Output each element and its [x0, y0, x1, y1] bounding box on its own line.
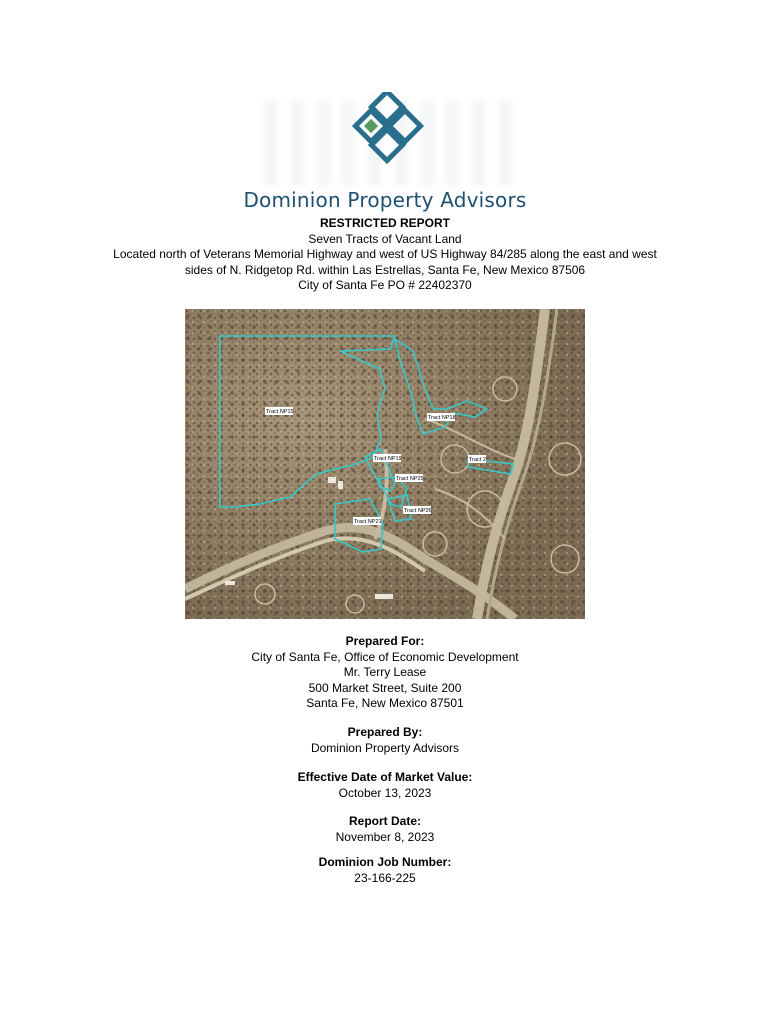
job-number-section [0, 855, 770, 886]
report-date-section [0, 814, 770, 845]
prepared-for-contact: Mr. Terry Lease [343, 665, 427, 679]
location-line-1: Located north of Veterans Memorial Highway and west of US Highway 84/285 along the east and west [113, 247, 657, 261]
tract-label: Tract NP18 [428, 415, 456, 421]
prepared-for-heading: Prepared For: [345, 634, 425, 648]
tract-label: Tract NP15 [266, 409, 294, 415]
report-subject: Seven Tracts of Vacant Land [308, 231, 462, 246]
tract-label: Tract NP21 [354, 519, 382, 525]
company-logo [0, 88, 770, 216]
report-type: RESTRICTED REPORT [319, 216, 450, 230]
prepared-by-heading: Prepared By: [347, 725, 423, 739]
tract-label: Tract 2 [469, 457, 486, 463]
prepared-for-street: 500 Market Street, Suite 200 [308, 680, 462, 695]
prepared-for-org: City of Santa Fe, Office of Economic Development [251, 649, 519, 664]
job-number-heading: Dominion Job Number: [318, 855, 452, 869]
brand-name: Dominion Property Advisors [243, 188, 527, 212]
location-line-2: sides of N. Ridgetop Rd. within Las Estrellas, Santa Fe, New Mexico 87506 [184, 262, 586, 277]
tract-label: Tract NP19 [374, 456, 402, 462]
prepared-for-city: Santa Fe, New Mexico 87501 [306, 696, 464, 710]
aerial-map [185, 309, 585, 619]
diamond-lattice-logo-icon [344, 92, 432, 180]
aerial-map-image [185, 309, 585, 619]
prepared-by-name: Dominion Property Advisors [310, 740, 460, 755]
purchase-order: City of Santa Fe PO # 22402370 [298, 278, 472, 292]
prepared-for-section [0, 634, 770, 712]
tract-label: Tract NP26 [404, 508, 432, 514]
effective-date-section [0, 770, 770, 801]
report-date-heading: Report Date: [348, 814, 421, 828]
report-date-value: November 8, 2023 [335, 829, 435, 844]
prepared-by-section [0, 725, 770, 756]
effective-date-heading: Effective Date of Market Value: [297, 770, 473, 784]
job-number-value: 23-166-225 [354, 870, 416, 885]
tract-label: Tract NP25 [396, 476, 424, 482]
effective-date-value: October 13, 2023 [338, 785, 432, 800]
report-header [0, 216, 770, 294]
